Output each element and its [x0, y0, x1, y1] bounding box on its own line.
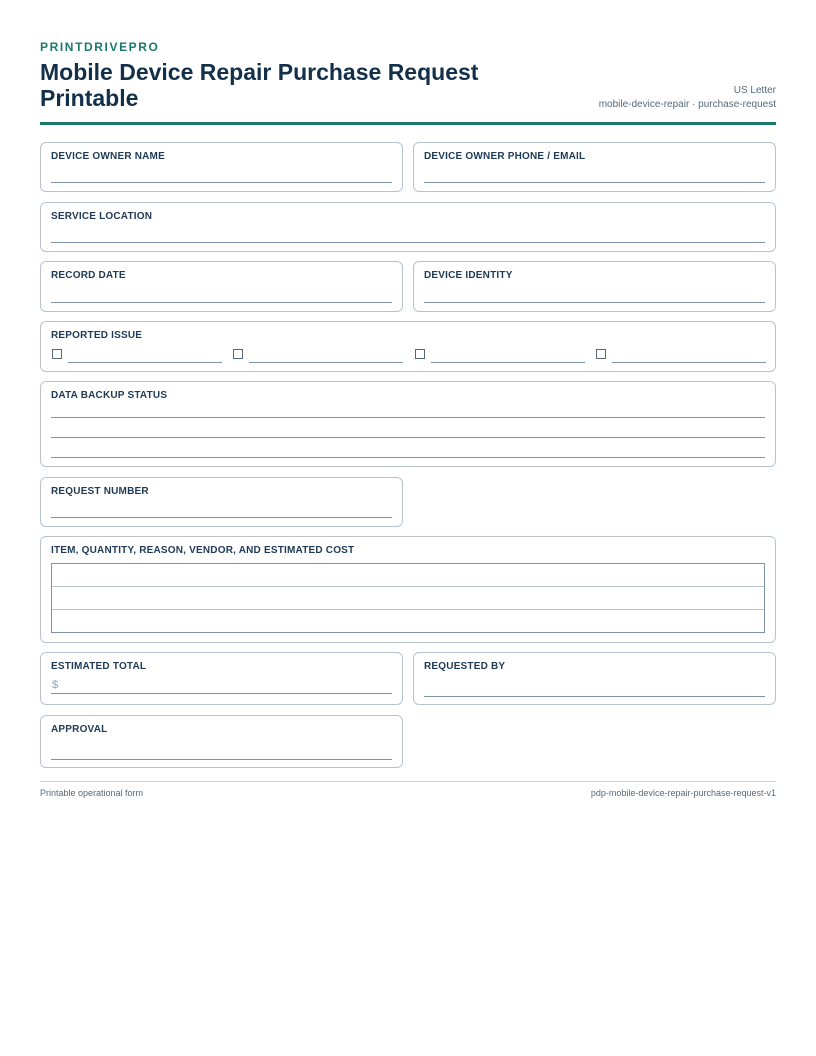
- owner-name-field[interactable]: [40, 142, 403, 192]
- owner-name-label: DEVICE OWNER NAME: [51, 151, 165, 162]
- table-row[interactable]: [52, 587, 764, 610]
- items-table-label: ITEM, QUANTITY, REASON, VENDOR, AND ESTIMATED COST: [51, 545, 355, 556]
- owner-contact-label: DEVICE OWNER PHONE / EMAIL: [424, 151, 586, 162]
- owner-contact-input-line[interactable]: [424, 182, 765, 183]
- backup-line-3[interactable]: [51, 457, 765, 458]
- header-divider: [40, 122, 776, 125]
- service-location-input-line[interactable]: [51, 242, 765, 243]
- estimated-total-field[interactable]: [40, 652, 403, 705]
- requested-by-field[interactable]: [413, 652, 776, 705]
- footer-left-text: Printable operational form: [40, 788, 144, 798]
- form-path: mobile-device-repair · purchase-request: [598, 99, 776, 110]
- data-backup-status-field[interactable]: [40, 381, 776, 467]
- record-date-label: RECORD DATE: [51, 270, 126, 281]
- table-row[interactable]: [52, 564, 764, 587]
- issue-option-line[interactable]: [612, 362, 766, 363]
- service-location-label: SERVICE LOCATION: [51, 211, 153, 222]
- estimated-total-input-line[interactable]: [51, 693, 392, 694]
- owner-name-input-line[interactable]: [51, 182, 392, 183]
- page-title: Mobile Device Repair Purchase Request Printable: [40, 59, 479, 111]
- issue-option-4[interactable]: [596, 349, 766, 363]
- backup-line-1[interactable]: [51, 417, 765, 418]
- issue-option-line[interactable]: [68, 362, 222, 363]
- checkbox-icon[interactable]: [415, 349, 425, 359]
- brand-name: PRINTDRIVEPRO: [40, 40, 160, 54]
- data-backup-status-label: DATA BACKUP STATUS: [51, 390, 168, 401]
- checkbox-icon[interactable]: [596, 349, 606, 359]
- record-date-input-line[interactable]: [51, 302, 392, 303]
- service-location-field[interactable]: [40, 202, 776, 252]
- owner-contact-field[interactable]: [413, 142, 776, 192]
- reported-issue-field[interactable]: [40, 321, 776, 372]
- footer-form-id: pdp-mobile-device-repair-purchase-request-v1: [590, 788, 776, 798]
- paper-size: US Letter: [733, 85, 776, 96]
- device-identity-label: DEVICE IDENTITY: [424, 270, 513, 281]
- reported-issue-label: REPORTED ISSUE: [51, 330, 143, 341]
- issue-option-3[interactable]: [415, 349, 585, 363]
- issue-option-1[interactable]: [52, 349, 222, 363]
- footer-divider: [40, 781, 776, 782]
- checkbox-icon[interactable]: [233, 349, 243, 359]
- request-number-label: REQUEST NUMBER: [51, 486, 149, 497]
- estimated-total-label: ESTIMATED TOTAL: [51, 661, 147, 672]
- currency-symbol: $: [52, 679, 59, 691]
- requested-by-input-line[interactable]: [424, 696, 765, 697]
- requested-by-label: REQUESTED BY: [424, 661, 506, 672]
- issue-option-2[interactable]: [233, 349, 403, 363]
- approval-input-line[interactable]: [51, 759, 392, 760]
- checkbox-icon[interactable]: [52, 349, 62, 359]
- device-identity-input-line[interactable]: [424, 302, 765, 303]
- table-row[interactable]: [52, 610, 764, 633]
- device-identity-field[interactable]: [413, 261, 776, 312]
- approval-label: APPROVAL: [51, 724, 108, 735]
- request-number-field[interactable]: [40, 477, 403, 527]
- form-meta: [599, 84, 776, 112]
- issue-option-line[interactable]: [431, 362, 585, 363]
- issue-option-line[interactable]: [249, 362, 403, 363]
- backup-line-2[interactable]: [51, 437, 765, 438]
- items-table[interactable]: [51, 563, 765, 633]
- approval-field[interactable]: [40, 715, 403, 768]
- items-table-field[interactable]: [40, 536, 776, 643]
- request-number-input-line[interactable]: [51, 517, 392, 518]
- record-date-field[interactable]: [40, 261, 403, 312]
